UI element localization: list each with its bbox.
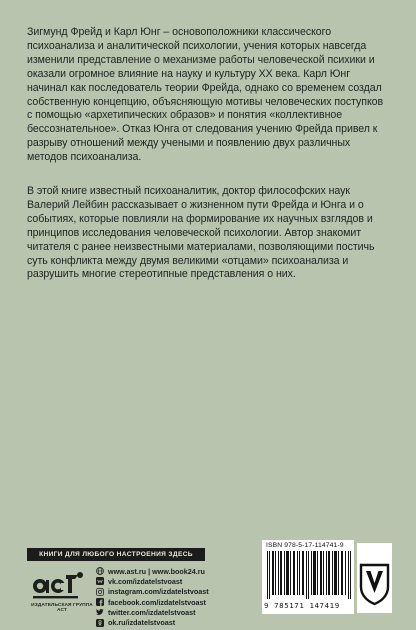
v-shield-icon [357,543,392,613]
odnoklassniki-icon [96,619,104,627]
link-text: twitter.com/izdatelstvoast [108,607,196,617]
annotation-paragraph-1: Зигмунд Фрейд и Карл Юнг – основоположники классического психоанализа и аналитической психологии, учения которых навсегда изменили представление о механизме работы человеческой психики и оказали огромное влияние на науку и культуру XX века. Карл Юнг начинал как последователь теории Фрейда, однако со временем создал собственную концепцию, объясняющую мотивы человеческих поступков с помощью «архетипических образов» и понятия «коллективное бессознательное». Отказ Юнга от следования учению Фрейда привел к разрыву отношений между учеными и появлению двух различных методов психоанализа. [27,26,384,164]
barcode-digits: 9 785171 147419 [264,601,340,610]
tagline-banner: КНИГИ ДЛЯ ЛЮБОГО НАСТРОЕНИЯ ЗДЕСЬ [27,548,205,561]
publisher-caption: ИЗДАТЕЛЬСКАЯ ГРУППА АСТ [31,603,93,613]
instagram-icon [96,588,104,596]
isbn-label: ISBN 978-5-17-114741-9 [266,542,344,549]
link-odnoklassniki[interactable] [96,617,226,627]
link-twitter[interactable] [96,607,226,617]
link-text: www.ast.ru | www.book24.ru [108,566,205,576]
publisher-links [96,566,226,628]
facebook-icon [96,598,104,606]
link-text: instagram.com/izdatelstvoast [108,587,209,597]
annotation-paragraph-2: В этой книге известный психоаналитик, доктор философских наук Валерий Лейбин рассказывает о жизненном пути Фрейда и Юнга и о событиях, которые повлияли на формирование их научных взглядов и принципов исследования человеческой психологии. Автор знакомит читателя с ранее неизвестными материалами, позволяющими постичь суть конфликта между двумя великими «отцами» психоанализа и разрушить многие стереотипные представления о них. [27,185,375,281]
link-website[interactable] [96,566,226,576]
link-text: ok.ru/izdatelstvoast [108,618,176,628]
link-text: facebook.com/izdatelstvoast [108,597,206,607]
vk-icon [96,577,104,585]
link-instagram[interactable] [96,587,226,597]
barcode-icon [266,551,352,599]
ast-logo-icon [28,566,86,624]
globe-icon [96,567,104,575]
link-vk[interactable] [96,576,226,586]
link-facebook[interactable] [96,597,226,607]
twitter-icon [96,608,104,616]
link-text: vk.com/izdatelstvoast [108,576,183,586]
